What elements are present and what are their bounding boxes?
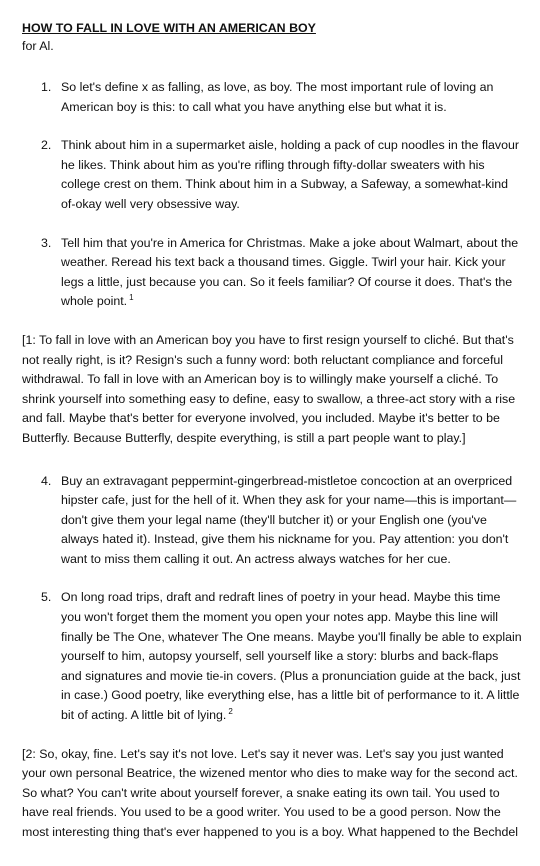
list-item-number: 4. [41,473,52,488]
list-item-text: Tell him that you're in America for Christmas. Make a joke about Walmart, about the weather. Reread his text back a thousand times. Giggle. Twirl your hair. Kick your legs a little, just because you can. So it feels familiar? Of course it does. That's the whole point. $^1$ [61,235,519,309]
list-item-number: 1. [41,80,52,94]
dedication: for Al. [22,39,54,53]
list-item-text: So let's define x as falling, as love, as boy. The most important rule of loving an American boy is this: to call what you have anything else but what it is. [61,80,494,114]
list-item [22,78,522,117]
list-item-text: Think about him in a supermarket aisle, holding a pack of cup noodles in the flavour he likes. Think about him as you're rifling through fifty-dollar sweaters with his college crest on them. Think about him in a Subway, a Safeway, a somewhat-kind of-okay well very obsessive way. [61,138,520,211]
list-item [22,136,522,214]
list-item-text: Buy an extravagant peppermint-gingerbread-mistletoe concoction at an overpriced hipster cafe, just for the hell of it. When they ask for your name—this is important—don't give them your legal name (they'll butcher it) or your English one (you've always hated it). Instead, give them his nickname for you. Pay attention: you don't want to miss them calling it out. An actress always watches for her cue. [61,473,517,566]
footnote-2: [2: So, okay, fine. Let's say it's not love. Let's say it never was. Let's say you just wanted your own personal Beatrice, the wizened mentor who dies to make way for the second act. So what? You can't write about yourself forever, a snake eating its own tail. You used to have real friends. You used to be a good writer. You used to be a good person. Now the most interesting thing that's ever happened to you is a boy. What happened to the Bechdel [22,746,519,839]
footnote-1: [1: To fall in love with an American boy you have to first resign yourself to cliché. But that's not really right, is it? Resign's such a funny word: both reluctant compliance and forceful withdrawal. To fall in love with an American boy is to willingly make yourself a cliché. To shrink yourself into something easy to define, easy to swallow, a three-act story with a rise and fall. Maybe that's better for everyone involved, you included. Maybe it's better to be Butterfly. Because Butterfly, despite everything, is still a part people want to play.] [22,332,516,445]
list-item [22,588,522,725]
list-item-number: 2. [41,138,52,153]
list-item [22,234,522,312]
list-item [22,472,522,570]
list-item-number: 5. [41,590,52,605]
footnote-reference: 1 [129,293,134,303]
document-title: HOW TO FALL IN LOVE WITH AN AMERICAN BOY [22,21,316,35]
document-page [22,20,522,866]
footnote-reference: 2 [228,707,233,717]
list-item-number: 3. [41,235,52,250]
list-item-text: On long road trips, draft and redraft lines of poetry in your head. Maybe this time you won't forget them the moment you open your notes app. Maybe this line will finally be The One, whatever The One means. Maybe you'll finally be able to explain yourself to him, autopsy yourself, sell yourself like a story: blurbs and back-flaps and signatures and movie tie-in covers. (Plus a pronunciation guide at the back, just in case.) Good poetry, like everything else, has a little bit of performance to it. A little bit of acting. A little bit of lying. $^2$ [61,590,522,723]
